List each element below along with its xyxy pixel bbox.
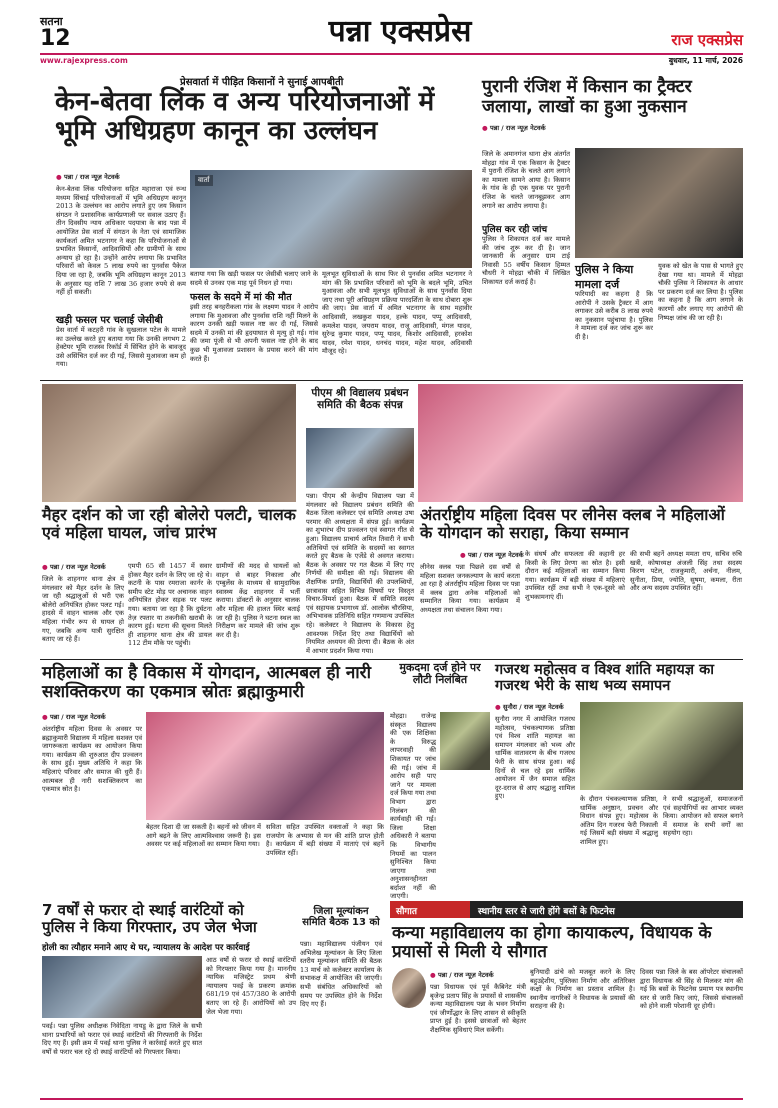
story1-col2b: इसी तरह बनहरीकला गांव के लक्ष्मण यादव ने आरोप लगाया कि मुआवजा और पुनर्वास राशि नहीं मिलने के कारण उनकी खड़ी फसल नष्ट कर दी गई, जिससे सदमे में उनकी मां की हृदयाघात से मृत्यु हो गई। गांव की जमा पूंजी से भी अपनी फसल नष्ट होने के बाद कुछ भी मुआवजा प्रशासन के प्रयास करने की मांग करते हैं। <box>190 303 318 363</box>
story8-col1: सुनौरा नगर में आयोजित गजरथ महोत्सव, पंचकल्याणक प्रतिष्ठा एवं विश्व शांति महायज्ञ का समापन मंगलवार को भव्य और धार्मिक वातावरण के बीच गजरथ फेरी के साथ संपन्न हुआ। कई दिनों से चल रहे इस धार्मिक आयोजन में जैन समाज सहित दूर-दराज से आए श्रद्धालु शामिल हुए। <box>495 715 575 801</box>
story3-col2: एमपी 65 सी 1457 में सवार होकर मैहर दर्शन के लिए जा रहे थे। कटनी के पास रमराजा कार्नर के समीप स्टेट मोड़ पर अचानक वाहन अनियंत्रित होकर सड़क पर पलट गया। बताया जा रहा है कि दुर्घटना तेज़ रफ्तार या तकनीकी खराबी के कारण हुई। घटना की सूचना मिलते ही शाहनगर थाना क्षेत्र की डायल 112 टीम मौके पर पहुंची। <box>128 562 212 648</box>
page-label: सतना <box>40 15 63 28</box>
story8-col2: के दौरान पंचकल्याणक प्रतिष्ठा, धार्मिक अनुष्ठान, प्रवचन और विधान संपन्न हुए। महोत्सव के अंतिम दिन गजरथ फेरी निकाली गई जिसमें बड़ी संख्या में श्रद्धालु शामिल हुए। <box>580 795 658 846</box>
story2-sub2: पुलिस ने किया मामला दर्ज <box>575 263 634 291</box>
section-rule-1 <box>40 380 743 381</box>
page-number: 12 <box>40 26 71 51</box>
story2-col3: युवक को खेत के पास से भागते हुए देखा गया था। मामले में मोहद्रा चौकी पुलिस ने शिकायत के आधार पर प्रकरण दर्ज कर लिया है। पुलिस का कहना है कि आग लगाने के कारणों और लगाए गए आरोपों की निष्पक्ष जांच की जा रही है। <box>658 262 743 322</box>
story3-col1: जिले के शाहनगर थाना क्षेत्र में मंगलवार को मैहर दर्शन के लिए जा रही श्रद्धालुओं से भरी एक बोलेरो अनियंत्रित होकर पलट गई। हादसे में वाहन चालक और एक महिला गंभीर रूप से घायल हो गए, जबकि अन्य यात्री सुरक्षित बताए जा रहे हैं। <box>42 575 124 644</box>
story5-col3: की सभी बहनें अध्यक्ष ममता राय, सचिव रुचि खत्री, कोषाध्यक्ष अंजली सिंह तथा सदस्य किरण पटेल, राजकुमारी, अर्चना, नीलम, सुनीता, प्रिया, ज्योति, सुषमा, कमला, रीता और अन्य सदस्य उपस्थित रहीं। <box>630 550 742 593</box>
story2-col1b: पुलिस ने शिकायत दर्ज कर मामले की जांच शुरू कर दी है। जान जानकारी के अनुसार ग्राम टाई निवासी 55 वर्षीय किसान हिम्मत चौधरी ने मोहद्रा चौकी में लिखित शिकायत दर्ज कराई है। <box>482 235 570 286</box>
story1-col3: मूलभूत सुविधाओं के साथ फिर से पुनर्वास अमित भटनागर ने मांग की कि प्रभावित परिवारों को भूमि के बदले भूमि, उचित मुआवजा और सभी मूलभूत सुविधाओं के साथ पुनर्वास दिया जाए तथा पूरी अधिग्रहण प्रक्रिया पारदर्शिता के साथ दोबारा शुरू की जाए। प्रेस वार्ता में अमित भटनागर के साथ महावीर आदिवासी, लखकुश यादव, हल्के यादव, पप्पू आदिवासी, कमलेश यादव, जयराम यादव, राजू आदिवासी, मंगल यादव, सुरेन्द्र कुमार यादव, पप्पू यादव, किशोर आदिवासी, हरकोश यादव, रमेश यादव, धनचंद यादव, महेश यादव, अदिवासी मौजूद रहे। <box>322 270 472 356</box>
band-title: स्थानीय स्तर से जारी होंगे बसों के फिटनेस <box>470 901 743 918</box>
story6-byline: ● पन्ना / राज न्यूज़ नेटवर्क <box>42 712 182 721</box>
story2-sub1: पुलिस कर रही जांच <box>482 225 548 235</box>
story10-body: पन्ना। महाविद्यालय पंजीयन एवं अभिलेख मूल्यांकन के लिए जिला स्तरीय मूल्यांकन समिति की बैठक 13 मार्च को कलेक्टर कार्यालय के सभाकक्ष में आयोजित की जाएगी। सभी संबंधित अधिकारियों को समय पर उपस्थित होने के निर्देश दिए गए हैं। <box>300 940 382 1009</box>
masthead: पन्ना एक्सप्रेस <box>328 14 472 49</box>
story9-sub: होली का त्यौहार मनाने आए थे घर, न्यायालय के आदेश पर कार्रवाई <box>42 943 250 953</box>
story8-photo <box>580 702 743 790</box>
story6-col3: सविता सहित उपस्थित वक्ताओं ने कहा कि राजयोग के अभ्यास से मन की शांति प्राप्त होती है। कार्यक्रम में बड़ी संख्या में माताएं एवं बहनें उपस्थित रहीं। <box>266 823 384 857</box>
issue-date: बुधवार, 11 मार्च, 2026 <box>668 56 743 65</box>
story4-body: पन्ना। पीएम श्री केन्द्रीय विद्यालय पन्ना में मंगलवार को विद्यालय प्रबंधन समिति की बैठक जिला कलेक्टर एवं समिति अध्यक्ष उषा परमार की अध्यक्षता में संपन्न हुई। कार्यक्रम का शुभारंभ दीप प्रज्वलन एवं स्वागत गीत से हुआ। विद्यालय प्राचार्य अमित तिवारी ने सभी अतिथियों एवं समिति के सदस्यों का स्वागत करते हुए बैठक के एजेंडे से अवगत कराया। बैठक के अवसर पर गत बैठक में लिए गए निर्णयों की समीक्षा की गई। विद्यालय की शैक्षणिक प्रगति, विद्यार्थियों की उपलब्धियों, छात्रावास सहित विभिन्न विषयों पर विस्तृत विचार-विमर्श हुआ। बैठक में समिति सदस्य एवं सहायक प्रभागाध्य डॉ. आलोक चौरसिया, अभिभावक प्रतिनिधि सहित गणमान्य उपस्थित रहे। कलेक्टर ने विद्यालय के विकास हेतु आवश्यक निर्देश दिए तथा विद्यार्थियों को नियमित अध्ययन की प्रेरणा दी। बैठक के अंत में आभार प्रदर्शन किया गया। <box>306 492 414 655</box>
story5-headline: अंतर्राष्ट्रीय महिला दिवस पर लीनेस क्लब ने महिलाओं के योगदान को सराहा, किया सम्मान <box>420 505 725 542</box>
story1-photo <box>190 170 472 268</box>
story1-headline: केन-बेतवा लिंक व अन्य परियोजनाओं में भूमि अधिग्रहण कानून का उल्लंघन <box>55 87 435 147</box>
brand-logo: राज एक्सप्रेस <box>671 31 743 49</box>
story11-col1: पन्ना विधायक एवं पूर्व कैबिनेट मंत्री बृजेन्द्र प्रताप सिंह के प्रयासों से शासकीय कन्या महाविद्यालय पन्ना के भवन निर्माण एवं जीर्णोद्धार के लिए शासन से स्वीकृति प्राप्त हुई है। इससे छात्राओं को बेहतर शैक्षणिक सुविधाएं मिल सकेंगी। <box>430 983 526 1034</box>
story1-sub2: फसल के सदमे में मां की मौत <box>190 292 292 303</box>
story1-photo-caption: वार्ता <box>195 175 213 186</box>
story2-col1: जिले के अमानगंज थाना क्षेत्र अंतर्गत मोहद्रा गांव में एक किसान के ट्रैक्टर में पुरानी रंजिश के चलते आग लगाने का मामला सामने आया है। किसान के गांव के ही एक युवक पर पुरानी रंजिश के चलते जानबूझकर आग लगाने का आरोप लगाया है। <box>482 150 570 210</box>
footer-rule <box>40 1098 743 1100</box>
story1-col1b: प्रेस वार्ता में कटहरी गांव के सुखलाल पटेल के मामले का उल्लेख करते हुए बताया गया कि उनकी लगभग 2 हेक्टेयर भूमि राजस्व रिकॉर्ड में सिंचित होने के बावजूद उसे असिंचित दर्ज कर दी गई, जिससे मुआवजा कम हो गया। <box>56 326 186 369</box>
story1-col2: बताया गया कि खड़ी फसल पर जेसीबी चलाए जाने के सदमे से उनका एक माह पूर्व निधन हो गया। <box>190 270 318 287</box>
story5-photo <box>418 384 743 502</box>
story10-headline: जिला मूल्यांकन समिति बैठक 13 को <box>302 906 380 929</box>
story11-col3: दिवस पन्ना जिले के बस ऑपरेटर संचालकों द्वारा विधायक श्री सिंह से मिलकर मांग की गई कि बसों के फिटनेस प्रमाण पत्र स्थानीय स्तर से जारी किए जाएं, जिससे संचालकों को होने वाली परेशानी दूर होगी। <box>640 968 743 1011</box>
story8-byline: ● सुनौरा / राज न्यूज़ नेटवर्क <box>495 702 635 711</box>
story2-col2: फरियादी का कहना है कि आरोपी ने उसके ट्रैक्टर में आग लगाकर उसे करीब 8 लाख रुपये का नुकसान पहुंचाया है। पुलिस ने मामला दर्ज कर जांच शुरू कर दी है। <box>575 290 653 341</box>
story2-byline: ● पन्ना / राज न्यूज़ नेटवर्क <box>482 123 622 132</box>
story5-col2: के संघर्ष और सफलता की कहानी हर किसी के लिए प्रेरणा का स्रोत है। इसी दौरान कई महिलाओं का सम्मान किया गया। कार्यक्रम में बड़ी संख्या में महिलाएं उपस्थित रहीं तथा सभी ने एक-दूसरे को शुभकामनाएं दीं। <box>525 550 625 601</box>
story1-col1: केन-बेतवा लिंक परियोजना सहित महाराजा एवं रुन्ध मध्यम सिंचाई परियोजनाओं में भूमि अधिग्रहण कानून 2013 के उल्लंघन का आरोप लगाते हुए जय किसान संगठन ने प्रशासनिक कार्यप्रणाली पर सवाल उठाए हैं। तीन दिवसीय न्याय अधिकार पदयात्रा के बाद पन्ना में आयोजित प्रेस वार्ता में संगठन के नेता एवं सामाजिक कार्यकर्ता अमित भटनागर ने कहा कि परियोजनाओं से प्रभावित किसानों, आदिवासियों और ग्रामीणों के साथ अन्याय हो रहा है। उन्होंने आरोप लगाया कि प्रभावित परिवारों को केवल 5 लाख रुपये का पुनर्वास पैकेज दिया जा रहा है, जबकि भूमि अधिग्रहण कानून 2013 के अनुसार यह राशि 7 लाख 36 हजार रुपये से कम नहीं हो सकती। <box>56 185 186 297</box>
story5-col1: लीनेस क्लब पन्ना पिछले दस वर्षों से महिला सशक्त जनकल्याण के कार्य करता आ रहा है अंतर्राष्ट्रीय महिला दिवस पर पन्ना में क्लब द्वारा अनेक महिलाओं को सम्मानित किया गया। कार्यक्रम में अध्यक्षता तथा संचालन किया गया। <box>420 563 520 614</box>
header-rule <box>40 53 743 55</box>
story11-photo <box>392 968 426 1008</box>
section-rule-2 <box>40 659 743 660</box>
story1-kicker: प्रेसवार्ता में पीड़ित किसानों ने सुनाई आपबीती <box>180 77 344 88</box>
story3-photo <box>42 384 296 502</box>
story7-body: मोहद्रा। राजेन्द्र संस्कृत विद्यालय की एक शिक्षिका के विरुद्ध लापरवाही की शिकायत पर जांच की गई। जांच में आरोप सही पाए जाने पर मामला दर्ज किया गया तथा विभाग द्वारा निलंबन की कार्यवाही की गई। जिला शिक्षा अधिकारी ने बताया कि विभागीय नियमों का पालन सुनिश्चित किया जाएगा तथा अनुशासनहीनता बर्दाश्त नहीं की जाएगी। <box>390 712 436 901</box>
story9-col2: आठ वर्षों से फरार दो स्थाई वारंटियों को गिरफ्तार किया गया है। माननीय न्यायिक मजिस्ट्रेट प्रथम श्रेणी न्यायालय पवई के प्रकरण क्रमांक 681/19 एवं 457/380 के आरोपी बताए जा रहे हैं। आरोपियों को उप जेल भेजा गया। <box>206 956 296 1016</box>
story11-col2: बुनियादी ढांचे को मजबूत करने के लिए बहुउद्देशीय, पुस्तिका निर्माण और अतिरिक्त कक्षों के निर्माण का प्रस्ताव शामिल है। स्थानीय नागरिकों ने विधायक के प्रयासों की सराहना की है। <box>530 968 635 1011</box>
story4-photo <box>306 428 414 488</box>
story3-col3: ग्रामीणों की मदद से घायलों को वाहन से बाहर निकाला और एम्बुलेंस के माध्यम से सामुदायिक स्वास्थ्य केंद्र शाहनगर में भर्ती कराया। डॉक्टरों के अनुसार चालक और महिला की हालत स्थिर बताई जा रही है। पुलिस ने घटना स्थल का निरीक्षण कर मामले की जांच शुरू कर दी है। <box>216 562 300 639</box>
story8-col3: ने सभी श्रद्धालुओं, समाजजनों एवं सहयोगियों का आभार व्यक्त किया। आयोजन को सफल बनाने में समाज के सभी वर्गों का सहयोग रहा। <box>663 795 743 838</box>
story3-headline: मैहर दर्शन को जा रही बोलेरो पलटी, चालक एवं महिला घायल, जांच प्रारंभ <box>42 505 296 542</box>
story11-headline: कन्या महाविद्यालय का होगा कायाकल्प, विधायक के प्रयासों से मिली ये सौगात <box>392 923 712 963</box>
story9-headline: 7 वर्षों से फरार दो स्थाई वारंटियों को पुलिस ने किया गिरफ्तार, उप जेल भेजा <box>42 901 257 936</box>
story1-sub1: खड़ी फसल पर चलाई जेसीबी <box>56 315 163 326</box>
story7-headline: मुकदमा दर्ज होने पर लौटी निलंबित <box>399 661 481 687</box>
band-label: सौगात <box>390 901 470 918</box>
story7-photo <box>440 712 490 770</box>
story5-byline: ● पन्ना / राज न्यूज़ नेटवर्क <box>460 550 600 559</box>
story2-headline: पुरानी रंजिश में किसान का ट्रैक्टर जलाया, लाखों का हुआ नुकसान <box>482 77 692 117</box>
story1-byline: ● पन्ना / राज न्यूज़ नेटवर्क <box>56 172 186 181</box>
story9-col1: पवई। पन्ना पुलिस अधीक्षक निवेदिता नायडू के द्वारा जिले के सभी थाना प्रभारियों को फरार एवं स्थाई वारंटियों की गिरफ्तारी के निर्देश दिए गए हैं। इसी क्रम में पवई थाना पुलिस ने कार्रवाई करते हुए सात वर्षों से फरार चल रहे दो स्थाई वारंटियों को गिरफ्तार किया। <box>42 1022 202 1056</box>
story6-headline: महिलाओं का है विकास में योगदान, आत्मबल ही नारी सशक्तिकरण का एकमात्र स्रोतः ब्रह्माकुमारी <box>42 663 372 703</box>
story11-byline: ● पन्ना / राज न्यूज़ नेटवर्क <box>430 970 530 979</box>
story4-headline: पीएम श्री विद्यालय प्रबंधन समिति की बैठक संपन्न <box>311 387 409 411</box>
story9-photo <box>42 956 202 1018</box>
story6-col1: अंतर्राष्ट्रीय महिला दिवस के अवसर पर ब्रह्माकुमारी विद्यालय में महिला सशक्त एवं जागरूकता कार्यक्रम का आयोजन किया गया। कार्यक्रम की शुरुआत दीप प्रज्वलन के साथ हुई। मुख्य अतिथि ने कहा कि महिलाएं परिवार और समाज की धुरी हैं। आत्मबल ही नारी सशक्तिकरण का एकमात्र स्रोत है। <box>42 725 142 794</box>
story2-photo <box>575 148 743 258</box>
story3-byline: ● पन्ना / राज न्यूज़ नेटवर्क <box>42 562 182 571</box>
story6-photo <box>146 712 384 820</box>
story8-headline: गजरथ महोत्सव व विश्व शांति महायज्ञ का गजरथ भेरी के साथ भव्य समापन <box>495 662 715 695</box>
story6-col2: बेहतर दिशा दी जा सकती है। बहनों को जीवन में आगे बढ़ने के लिए आत्मविश्वास जरूरी है। इस अवसर पर कई महिलाओं का सम्मान किया गया। <box>146 823 261 849</box>
website-link[interactable]: www.rajexpress.com <box>40 56 128 65</box>
